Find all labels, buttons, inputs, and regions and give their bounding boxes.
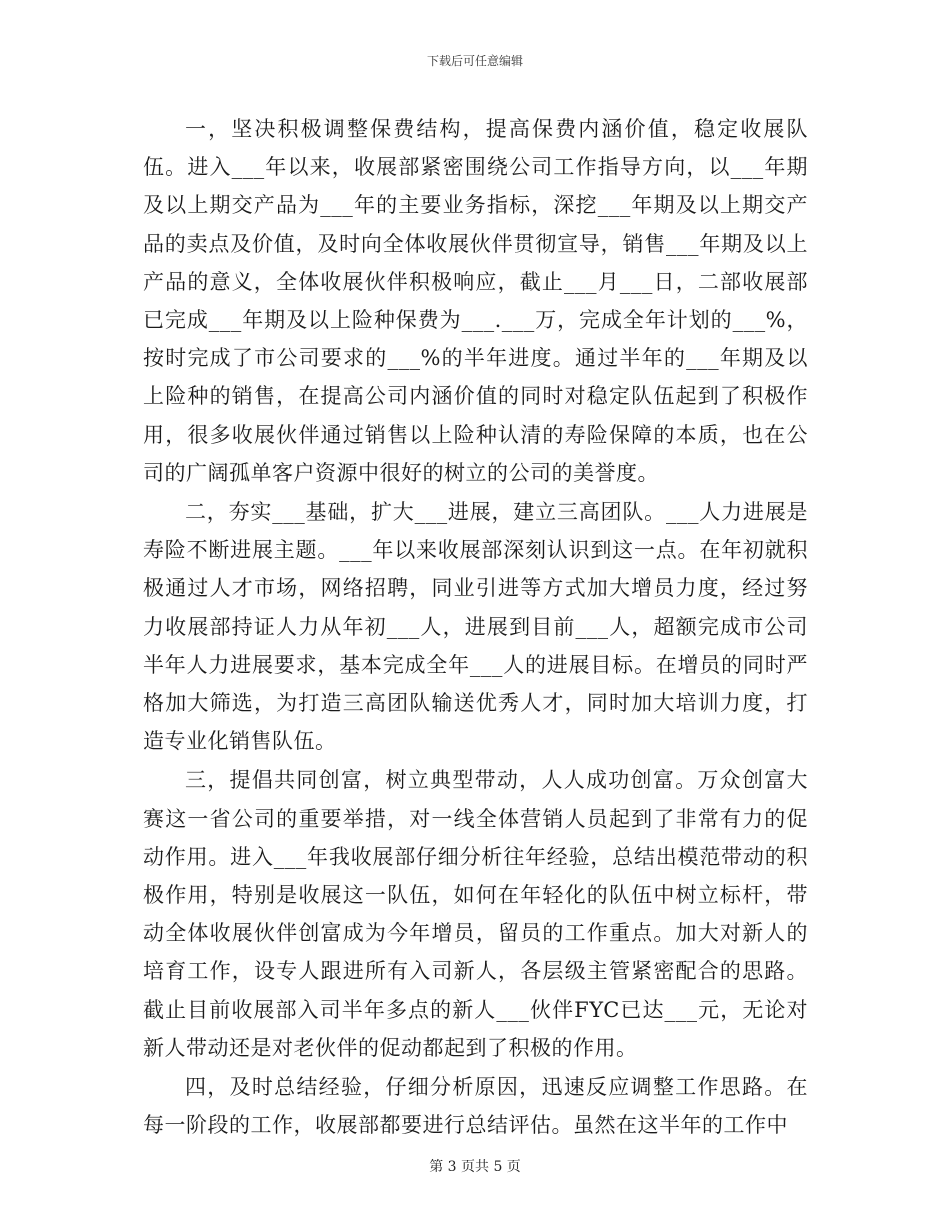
paragraph-3: 三，提倡共同创富，树立典型带动，人人成功创富。万众创富大赛这一省公司的重要举措，对一线全体营销人员起到了非常有力的促动作用。进入___年我收展部仔细分析往年经验，总结出模范带动的积极作用，特别是收展这一队伍，如何在年轻化的队伍中树立标杆，带动全体收展伙伴创富成为今年增员，留员的工作重点。加大对新人的培育工作，设专人跟进所有入司新人，各层级主管紧密配合的思路。截止目前收展部入司半年多点的新人___伙伴FYC已达___元，无论对新人带动还是对老伙伴的促动都起到了积极的作用。: [143, 768, 808, 1060]
paragraph-2: 二，夯实___基础，扩大___进展，建立三高团队。___人力进展是寿险不断进展主题。___年以来收展部深刻认识到这一点。在年初就积极通过人才市场，网络招聘，同业引进等方式加大增员力度，经过努力收展部持证人力从年初___人，进展到目前___人，超额完成市公司半年人力进展要求，基本完成全年___人的进展目标。在增员的同时严格加大筛选，为打造三高团队输送优秀人才，同时加大培训力度，打造专业化销售队伍。: [143, 500, 808, 754]
page-header: 下载后可任意编辑: [426, 54, 523, 68]
document-body: [143, 110, 808, 1145]
page-number: 第 3 页共 5 页: [429, 1159, 521, 1175]
paragraph-1: 一，坚决积极调整保费结构，提高保费内涵价值，稳定收展队伍。进入___年以来，收展部紧密围绕公司工作指导方向，以___年期及以上期交产品为___年的主要业务指标，深挖___年期及以上期交产品的卖点及价值，及时向全体收展伙伴贯彻宣导，销售___年期及以上产品的意义，全体收展伙伴积极响应，截止___月___日，二部收展部已完成___年期及以上险种保费为___.___万，完成全年计划的___%，按时完成了市公司要求的___%的半年进度。通过半年的___年期及以上险种的销售，在提高公司内涵价值的同时对稳定队伍起到了积极作用，很多收展伙伴通过销售以上险种认清的寿险保障的本质，也在公司的广阔孤单客户资源中很好的树立的公司的美誉度。: [143, 117, 808, 485]
paragraph-4: 四，及时总结经验，仔细分析原因，迅速反应调整工作思路。在每一阶段的工作，收展部都要进行总结评估。虽然在这半年的工作中: [143, 1075, 808, 1138]
